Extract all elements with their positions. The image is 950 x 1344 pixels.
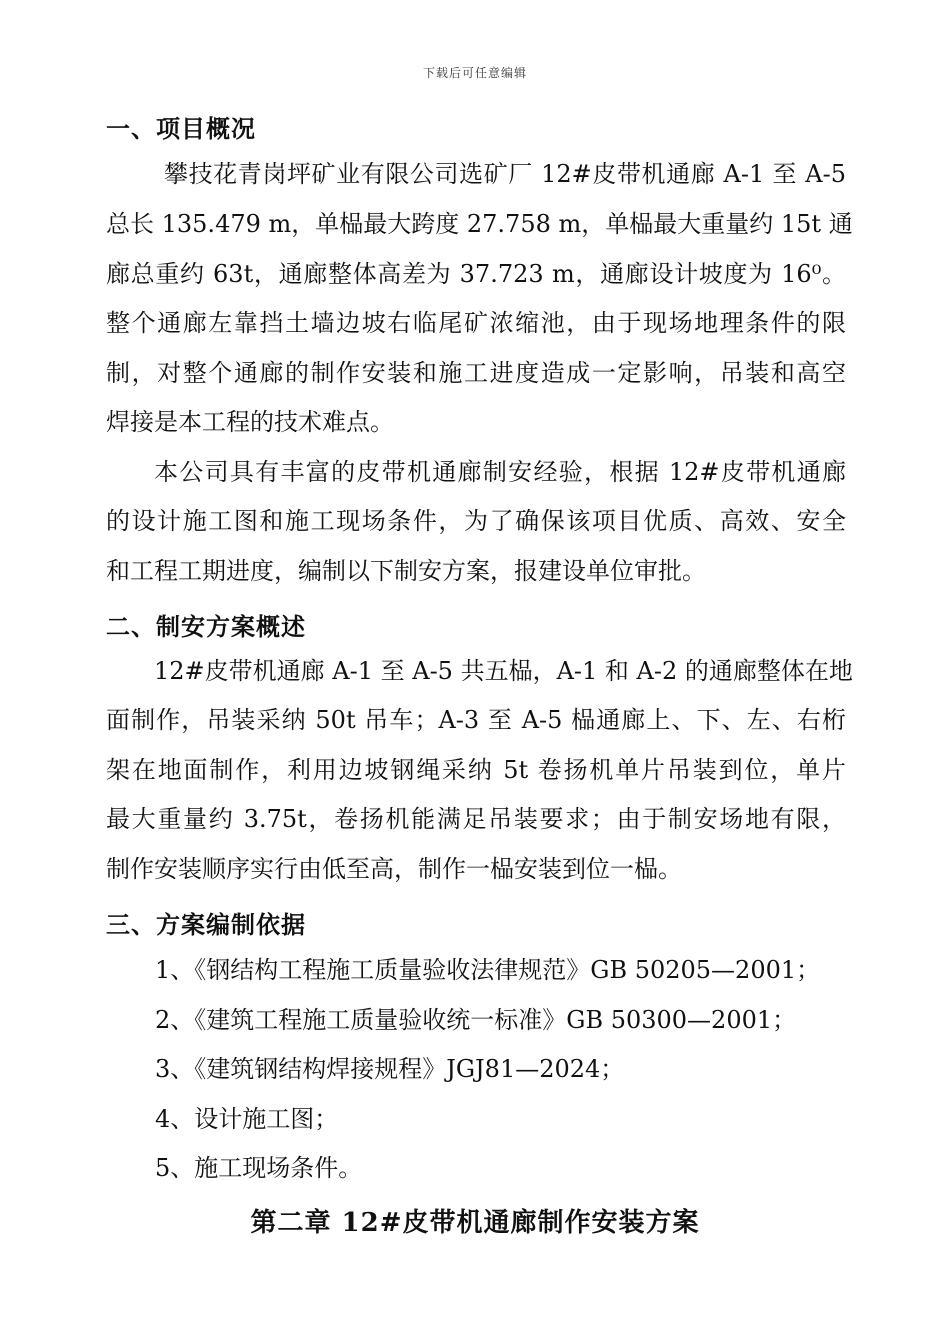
- paragraph-line: 制作安装顺序实行由低至高，制作一榀安装到位一榀。: [106, 855, 682, 883]
- paragraph-line: 的设计施工图和施工现场条件，为了确保该项目优质、高效、安全: [106, 507, 846, 535]
- paragraph-line: 本公司具有丰富的皮带机通廊制安经验，根据 12#皮带机通廊: [154, 458, 846, 486]
- basis-list-item: 1、《钢结构工程施工质量验收法律规范》GB 50205—2001；: [155, 956, 821, 984]
- header-note: 下载后可任意编辑: [422, 66, 527, 80]
- chapter-title: 第二章 12#皮带机通廊制作安装方案: [250, 1208, 700, 1238]
- paragraph-line: 廊总重约 63t，通廊整体高差为 37.723 m，通廊设计坡度为 16⁰。: [106, 260, 846, 288]
- basis-list-item: 3、《建筑钢结构焊接规程》JGJ81—2024；: [155, 1055, 625, 1083]
- paragraph-line: 攀技花青岗坪矿业有限公司选矿厂 12#皮带机通廊 A-1 至 A-5: [164, 160, 846, 188]
- paragraph-line: 总长 135.479 m，单榀最大跨度 27.758 m，单榀最大重量约 15t 通: [106, 210, 853, 238]
- paragraph-line: 焊接是本工程的技术难点。: [106, 408, 394, 436]
- section-heading-scheme: 二、制安方案概述: [106, 612, 306, 641]
- basis-list-item: 4、设计施工图；: [155, 1105, 339, 1133]
- paragraph-line: 最大重量约 3.75t，卷扬机能满足吊装要求；由于制安场地有限，: [106, 805, 846, 833]
- paragraph-line: 和工程工期进度，编制以下制安方案，报建设单位审批。: [106, 557, 706, 585]
- paragraph-line: 面制作，吊装采纳 50t 吊车；A-3 至 A-5 榀通廊上、下、左、右桁: [106, 706, 846, 734]
- section-heading-overview: 一、项目概况: [106, 114, 256, 143]
- basis-list-item: 5、施工现场条件。: [155, 1154, 363, 1182]
- basis-list-item: 2、《建筑工程施工质量验收统一标准》GB 50300—2001；: [155, 1006, 797, 1034]
- paragraph-line: 整个通廊左靠挡土墙边坡右临尾矿浓缩池，由于现场地理条件的限: [106, 309, 846, 337]
- paragraph-line: 架在地面制作，利用边坡钢绳采纳 5t 卷扬机单片吊装到位，单片: [106, 756, 846, 784]
- section-heading-basis: 三、方案编制依据: [106, 910, 306, 939]
- paragraph-line: 制，对整个通廊的制作安装和施工进度造成一定影响，吊装和高空: [106, 359, 846, 387]
- paragraph-line: 12#皮带机通廊 A-1 至 A-5 共五榀，A-1 和 A-2 的通廊整体在地: [154, 657, 853, 685]
